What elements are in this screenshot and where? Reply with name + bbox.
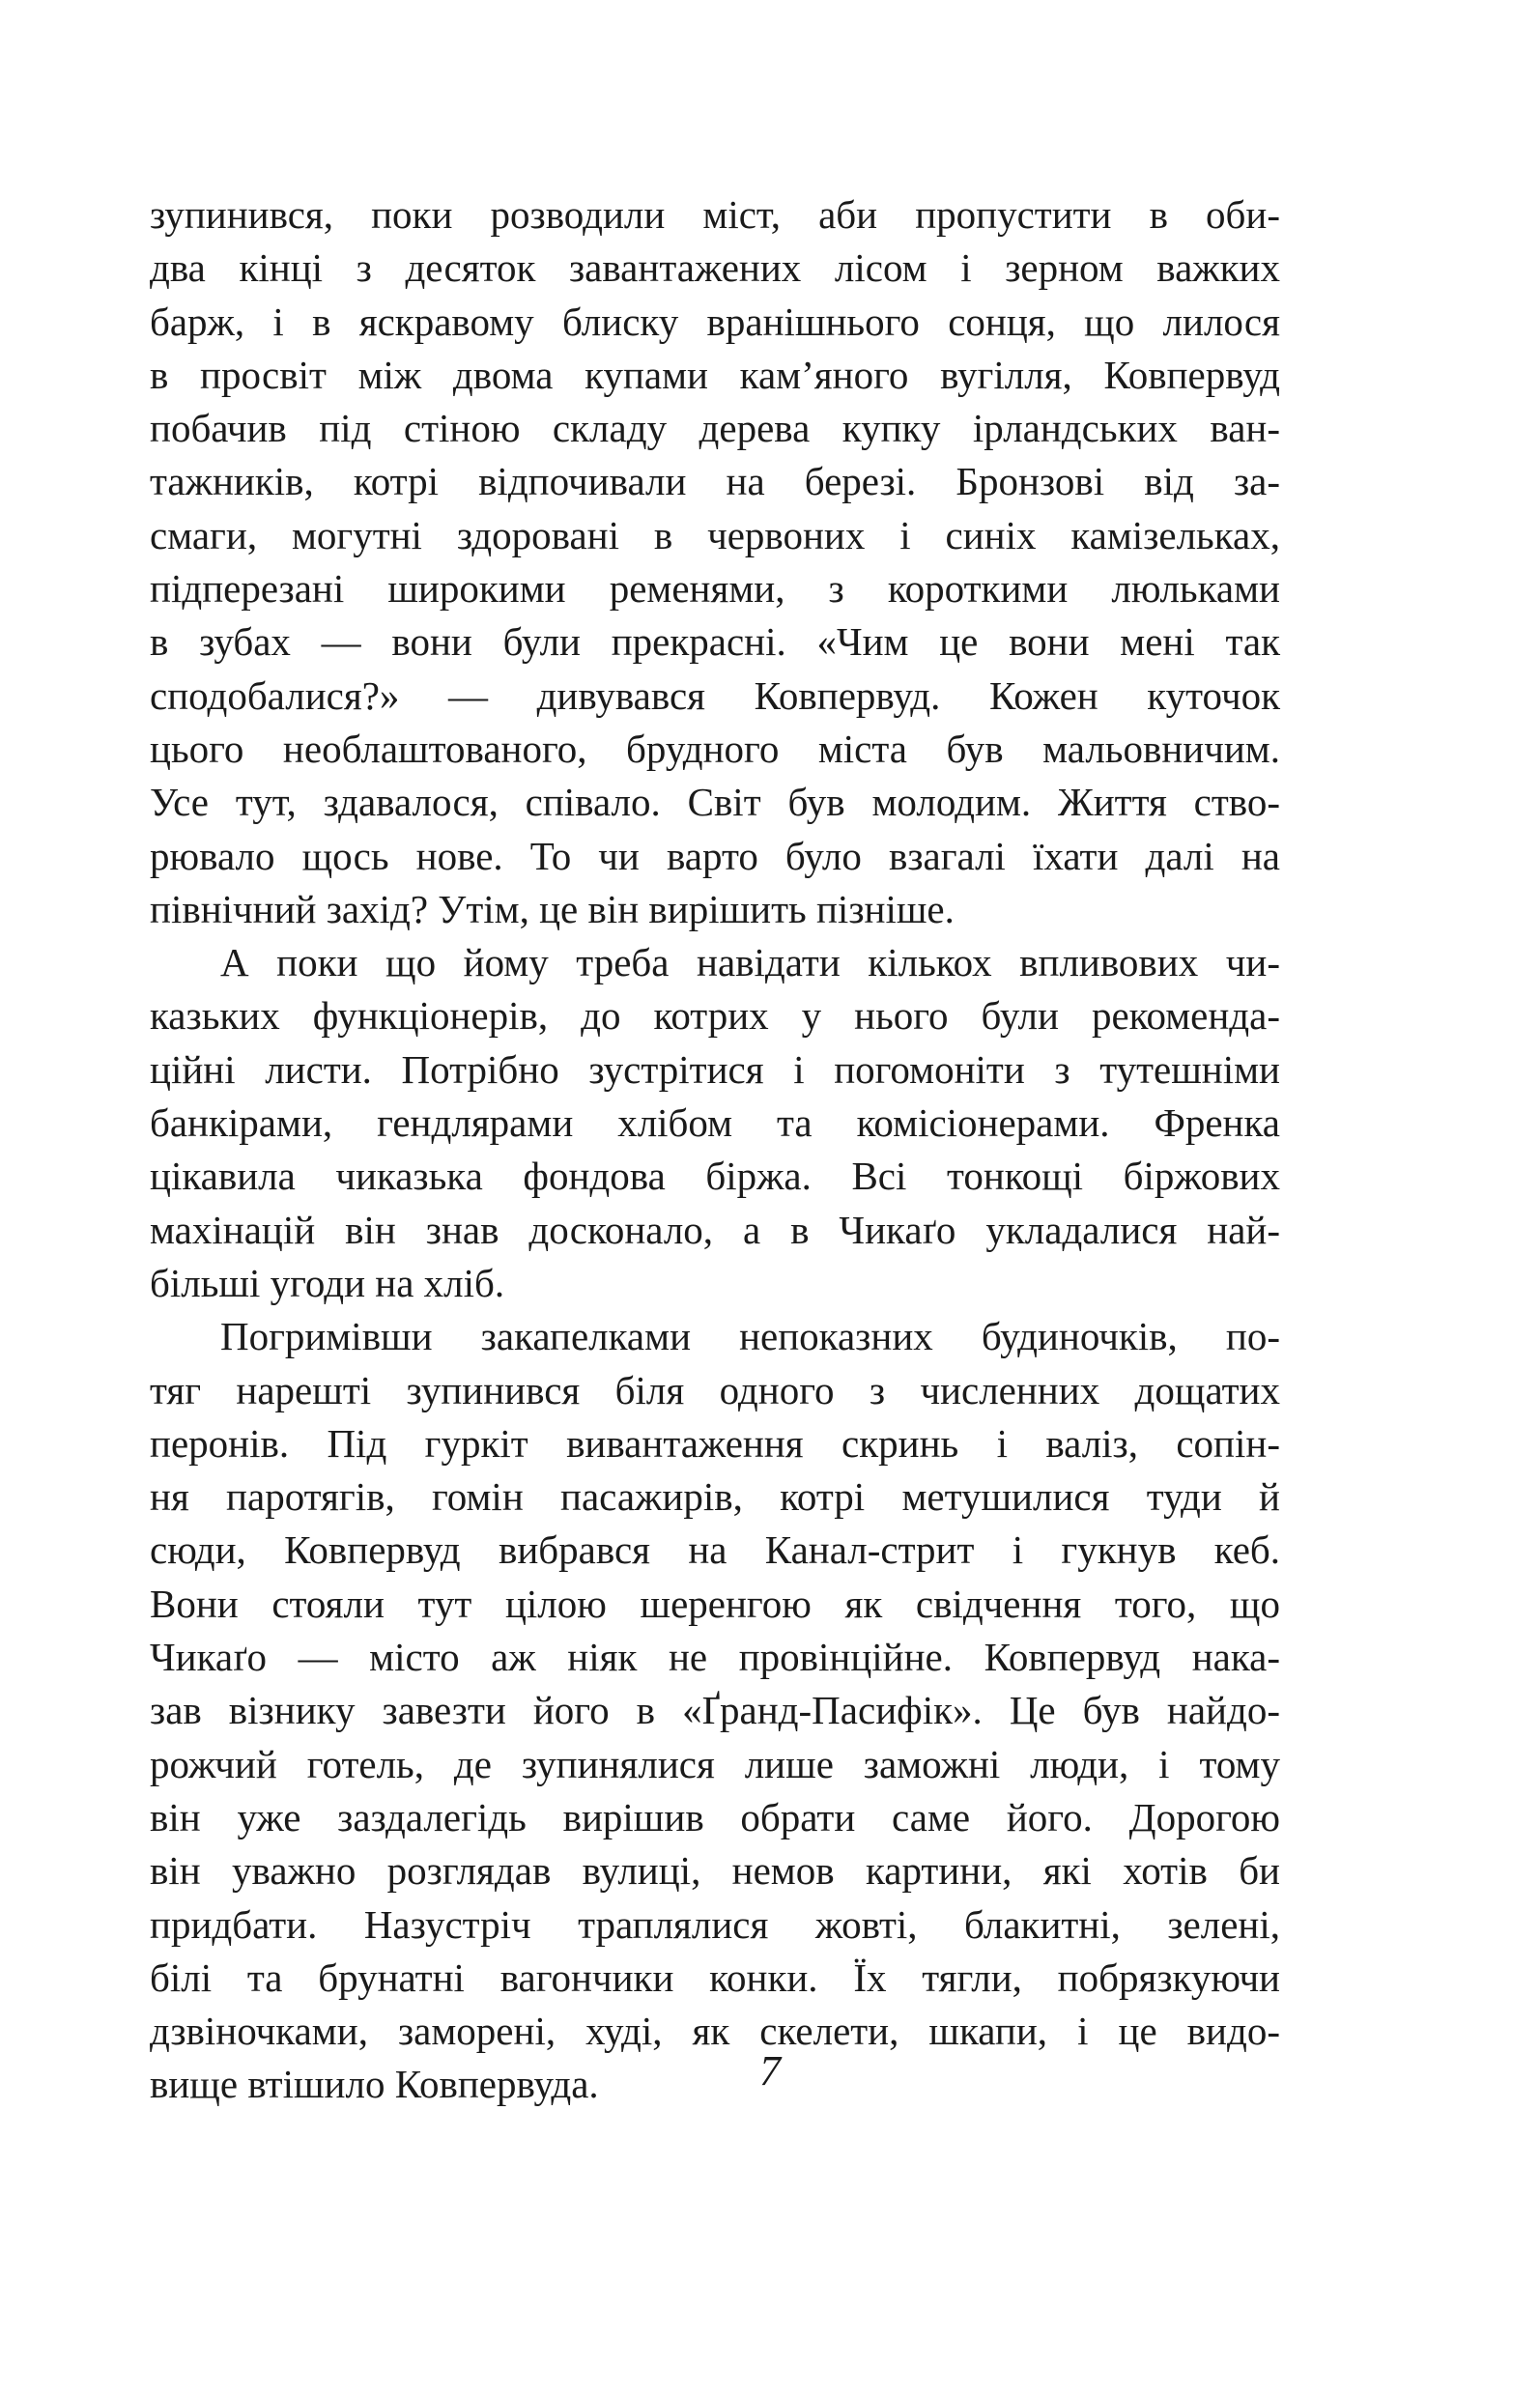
text-line: перонів. Під гуркіт вивантаження скринь і валіз, сопін- [150, 1420, 1280, 1466]
text-line: барж, і в яскравому блиску вранішнього сонця, що лилося [150, 299, 1280, 344]
text-line: рожчий готель, де зупинялися лише заможні люди, і тому [150, 1741, 1280, 1786]
text-line: зупинився, поки розводили міст, аби пропустити в оби- [150, 192, 1280, 237]
paragraph-3 [150, 1310, 1280, 2111]
text-line: вище втішило Ковпервуда. [150, 2062, 599, 2107]
text-line: цікавила чиказька фондова біржа. Всі тонкощі біржових [150, 1154, 1280, 1199]
page-number: 7 [759, 2047, 781, 2095]
text-line: А поки що йому треба навідати кількох впливових чи- [220, 940, 1280, 985]
text-line: Чикаґо — місто аж ніяк не провінційне. Ковпервуд нака- [150, 1635, 1280, 1680]
text-line: цього необлаштованого, брудного міста був мальовничим. [150, 726, 1280, 771]
text-line: ційні листи. Потрібно зустрітися і погомоніти з тутешніми [150, 1046, 1280, 1092]
text-line: сподобалися?» — дивувався Ковпервуд. Кожен куточок [150, 672, 1280, 718]
text-line: більші угоди на хліб. [150, 1260, 505, 1305]
text-line: Погримівши закапелками непоказних будиночків, по- [220, 1314, 1280, 1359]
text-line: північний захід? Утім, це він вирішить пізніше. [150, 886, 955, 931]
text-line: махінацій він знав досконало, а в Чикаґо укладалися най- [150, 1207, 1280, 1252]
text-line: рювало щось нове. То чи варто було взагалі їхати далі на [150, 833, 1280, 878]
text-line: тажників, котрі відпочивали на березі. Бронзові від за- [150, 459, 1280, 504]
text-line: сюди, Ковпервуд вибрався на Канал-стрит і гукнув кеб. [150, 1527, 1280, 1573]
text-line: два кінці з десяток завантажених лісом і зерном важких [150, 245, 1280, 291]
text-line: ня паротягів, гомін пасажирів, котрі метушилися туди й [150, 1474, 1280, 1520]
text-line: Усе тут, здавалося, співало. Світ був молодим. Життя ство- [150, 780, 1280, 825]
text-line: банкірами, гендлярами хлібом та комісіонерами. Френка [150, 1100, 1280, 1146]
text-line: Вони стояли тут цілою шеренгою як свідчення того, що [150, 1581, 1280, 1626]
paragraph-1 [150, 188, 1280, 936]
text-line: білі та брунатні вагончики конки. Їх тягли, побрязкуючи [150, 1954, 1280, 2000]
text-line: він уже заздалегідь вирішив обрати саме його. Дорогою [150, 1794, 1280, 1840]
text-line: тяг нарешті зупинився біля одного з численних дощатих [150, 1367, 1280, 1412]
text-line: він уважно розглядав вулиці, немов картини, які хотів би [150, 1848, 1280, 1894]
text-line: смаги, могутні здоровані в червоних і синіх камізельках, [150, 512, 1280, 557]
text-line: казьких функціонерів, до котрих у нього були рекоменда- [150, 993, 1280, 1039]
paragraph-2 [150, 936, 1280, 1310]
text-line: в просвіт між двома купами кам’яного вугілля, Ковпервуд [150, 352, 1280, 397]
text-line: побачив під стіною складу дерева купку ірландських ван- [150, 406, 1280, 451]
text-line: придбати. Назустріч траплялися жовті, блакитні, зелені, [150, 1901, 1280, 1947]
text-line: дзвіночками, заморені, худі, як скелети, шкапи, і це видо- [150, 2009, 1280, 2054]
body-text [150, 188, 1280, 2112]
text-line: зав візнику завезти його в «Ґранд-Пасифік». Це був найдо- [150, 1688, 1280, 1733]
text-line: підперезані широкими ременями, з короткими люльками [150, 566, 1280, 612]
text-line: в зубах — вони були прекрасні. «Чим це вони мені так [150, 619, 1280, 665]
